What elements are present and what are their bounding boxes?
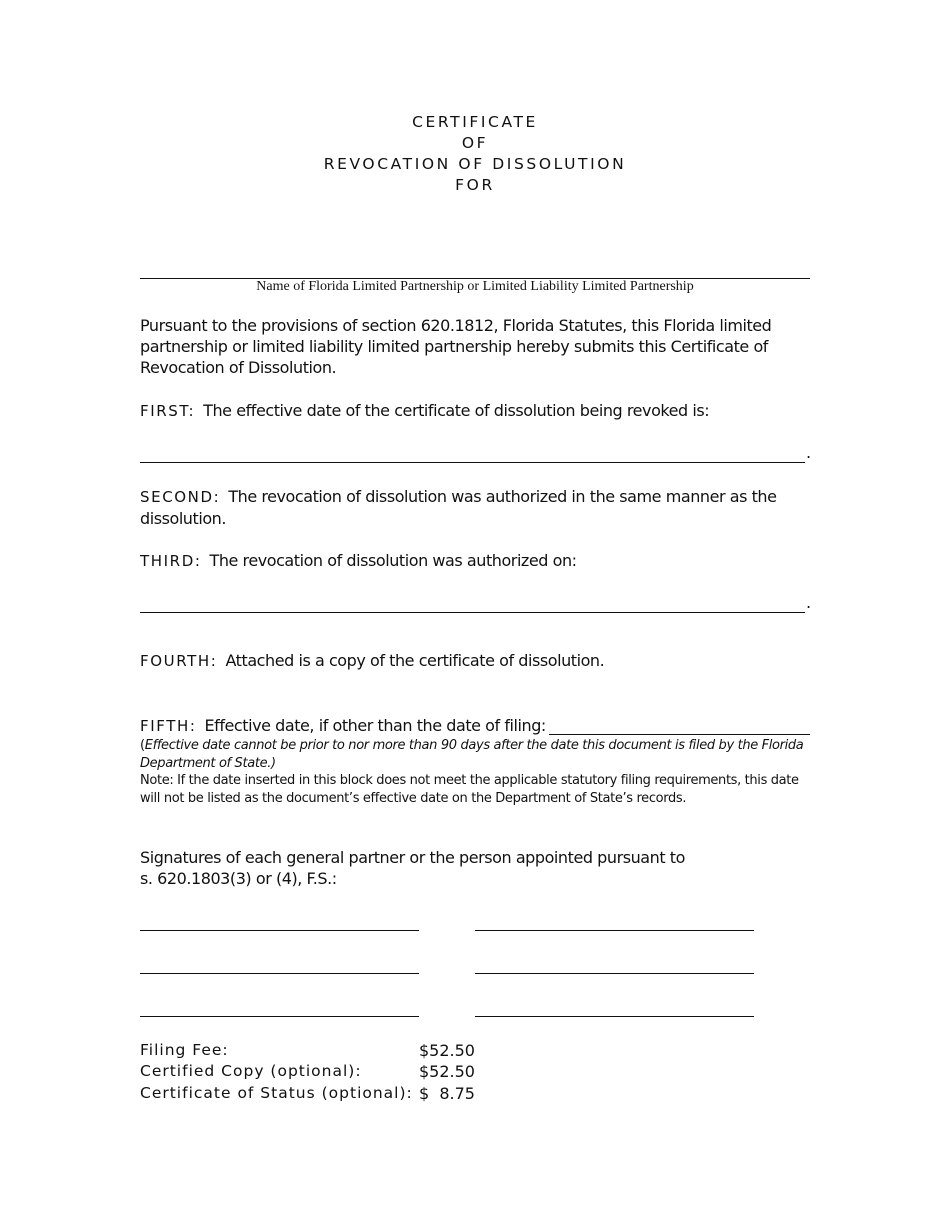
fee-label-filing: Filing Fee:	[140, 1041, 229, 1059]
article-third-text: The revocation of dissolution was authorized on:	[209, 551, 577, 570]
article-third	[140, 550, 810, 572]
fifth-effective-date-note	[140, 737, 812, 772]
article-fourth	[140, 650, 810, 672]
title-line-3: REVOCATION OF DISSOLUTION	[323, 155, 627, 173]
article-fifth	[140, 715, 560, 737]
fifth-effective-date-field[interactable]	[549, 734, 810, 735]
partnership-name-caption: Name of Florida Limited Partnership or Limited Liability Limited Partnership	[256, 279, 694, 294]
article-first-label: FIRST:	[140, 402, 196, 420]
article-second-text: The revocation of dissolution was authorized in the same manner as the dissolution.	[140, 487, 777, 528]
title-line-1: CERTIFICATE	[412, 113, 538, 131]
note-open-paren: (	[140, 738, 145, 753]
article-fourth-label: FOURTH:	[140, 652, 218, 670]
article-first	[140, 400, 810, 422]
fee-label-certificate-status: Certificate of Status (optional):	[140, 1084, 413, 1102]
signatures-heading-line2: s. 620.1803(3) or (4), F.S.:	[140, 869, 337, 888]
fee-value-certificate-status: $ 8.75	[419, 1084, 475, 1103]
article-first-text: The effective date of the certificate of dissolution being revoked is:	[203, 401, 710, 420]
fee-value-filing: $52.50	[419, 1041, 475, 1060]
signature-line-3[interactable]	[140, 973, 419, 974]
signature-line-6[interactable]	[475, 1016, 754, 1017]
article-third-label: THIRD:	[140, 552, 202, 570]
signature-line-1[interactable]	[140, 930, 419, 931]
article-fifth-text: Effective date, if other than the date of filing:	[204, 716, 546, 735]
third-period: .	[806, 593, 812, 612]
fee-label-certified-copy: Certified Copy (optional):	[140, 1062, 362, 1080]
signature-line-4[interactable]	[475, 973, 754, 974]
third-date-field[interactable]	[140, 612, 805, 613]
first-date-field[interactable]	[140, 462, 805, 463]
article-fifth-label: FIFTH:	[140, 717, 197, 735]
fifth-statutory-note: Note: If the date inserted in this block does not meet the applicable statutory filing requirements, this date will not be listed as the document’s effective date on the Department of State’s records.	[140, 773, 799, 806]
title-line-4: FOR	[455, 176, 495, 194]
signature-line-2[interactable]	[475, 930, 754, 931]
signatures-heading-line1: Signatures of each general partner or the person appointed pursuant to	[140, 848, 685, 867]
note-italic-text: Effective date cannot be prior to nor more than 90 days after the date this document is filed by the Florida Department of State.)	[140, 738, 804, 771]
signatures-heading	[140, 847, 810, 889]
first-period: .	[806, 443, 812, 462]
title-line-2: OF	[461, 134, 489, 152]
signature-line-5[interactable]	[140, 1016, 419, 1017]
article-second-label: SECOND:	[140, 488, 221, 506]
article-fourth-text: Attached is a copy of the certificate of dissolution.	[225, 651, 605, 670]
intro-paragraph: Pursuant to the provisions of section 620.1812, Florida Statutes, this Florida limited partnership or limited liability limited partnership hereby submits this Certificate of Revocation of Dissolution.	[140, 316, 772, 377]
fee-value-certified-copy: $52.50	[419, 1062, 475, 1081]
article-second	[140, 486, 810, 529]
